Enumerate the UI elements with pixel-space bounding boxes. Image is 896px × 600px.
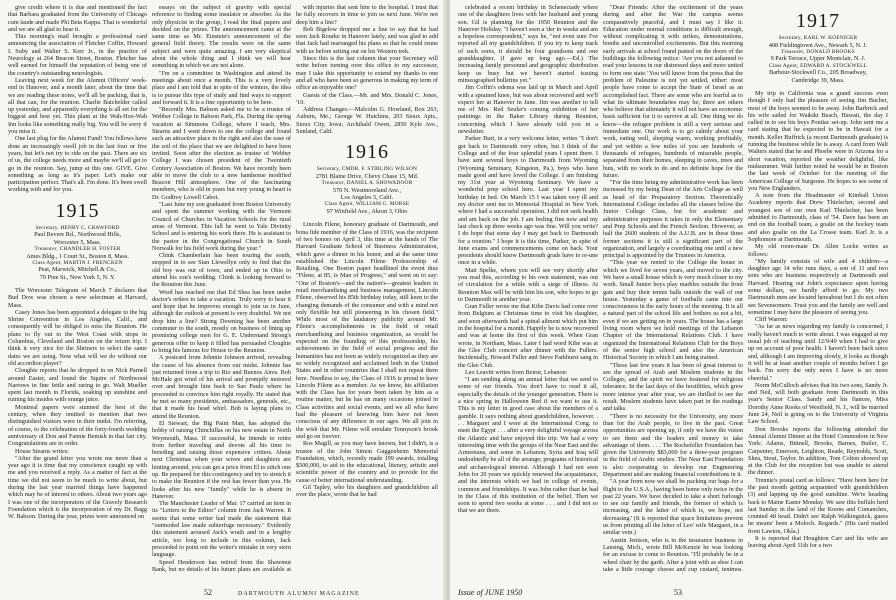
left-page — [0, 0, 446, 600]
body-paragraph: "For the time being my administrative work has been increased by my being Dean of the Arts College as well as head of the Preparatory Section. Theoretically International College includes all the classes below the Junior College Class, but for academic and administrative purposes it takes in only the Elementary and Prep Schools and the French Section. However, as half the 2600 students of the A.U.B. are in these three former sections it is still a significant part of the organization, and largely a coordinating one until a new principal is appointed by the Trustees in America. — [603, 179, 743, 260]
class-officer-line: Treasurer, DONALD BROOKS — [781, 48, 855, 55]
issue-date: Issue of JUNE 1950 — [458, 588, 523, 597]
left-column-2 — [152, 4, 291, 574]
class-officer-address: Cambridge 39, Mass. — [791, 76, 845, 84]
class-officer-address: 97 Winfield Ave., Akron 3, Ohio — [326, 208, 408, 216]
body-paragraph: with injuries that sent him to the hospital. I trust that he fully recovers in time to join us next June. We're not deep him a line? — [296, 4, 438, 26]
body-paragraph: House Stearns writes: — [15, 447, 69, 455]
body-paragraph: Don Brooks reports the following attended the Annual Alumni Dinner at the Hotel Commodore in New York: Adams, Bittnell, Brooks, Barnes, Butler, C. Carpenter, Emerson, Leighton, Reade, Reynolds, Scott, Shea, Stout, Taylor. In addition, Tom Colton showed up at the Club for the reception but was unable to attend the dinner. — [748, 425, 888, 477]
body-paragraph: "These last few years it has been of great interest to see the spread of Arab and Moslem students in the Colleges, and the spirit we have fostered for religious tolerance. In the last days of the hostilities, which grew more intense year after year, we are thrilled to see the result. Moslem students have taken part in the readings and talks. — [603, 361, 743, 413]
class-officer-address: 408 Fieldingtown Ave., Newark 5, N. J. — [768, 41, 868, 49]
body-paragraph: A postcard from Johnnie Johnson arrived, revealing the cause of his absence from our midst. Johnnie has just returned from a trip to Rio and Buenos Aires. Bob McHale got wind of his arrival and promptly motored over and brought him back to Sao Paulo where he proceeded to convince him right royally. He stated that he met so many presidents, ambassadors, generals, etc., that it made his head whirl. Bob is laying plans to attend the Reunion. — [152, 354, 291, 420]
body-paragraph: Cloughie reports that he dropped in on Nick Parnell around Easter, and found the Squire of Northwood Narrows in fine fettle and raring to go. Walt Mueller spent last month in Florida, soaking up sunshine and ruining his insides with orange juice. — [8, 367, 147, 404]
right-column-2 — [603, 4, 743, 574]
class-officer-line: Treasurer, DANIEL A. SHOWADOOR — [321, 180, 413, 187]
class-year-heading: 1917 — [796, 10, 840, 32]
body-paragraph: Parker Burt, in a very welcome letter, writes "I don't get back to Dartmouth very often, but I think of the College and of the four splendid years I spent there. I have sent several boys to Dartmouth from Wyoming (Wyoming Seminary, Kingston, Pa.), boys who have made good and have loved the College. I am finishing my 31st year at Wyoming Seminary. We have a wonderful prep school here. Last year I spent my birthday in bed. On March 15 I was taken very ill and my doctor sent me to Memorial Hospital in New York where I had a successful operation. I did not seek health and am back on the job. I am feeling fine now and my last check up three weeks ago was fine. Will you write? I do hope that some day I may get back to Dartmouth for a reunion." I hope it is this time, Parker, in spite of June exams and commencements come on back. Your presidents should know Dartmouth grads have to re-une once in a while. — [458, 135, 598, 267]
class-officer-address: Ames Bldg., 1 Court St., Boston 8, Mass. — [26, 252, 129, 260]
body-paragraph: "Dear Friends: After the excitement of the years during and after the War the campus seems comparatively peaceful, and I must say I like it. Education under normal conditions is difficult enough, without complicating it with strikes, demonstrations, bombs and uncontrolled excitements. But this morning early arrivals at school found pasted on the doors of the buildings the following notice: 'Are you not ashamed to read your lessons in our distressed days and more united to form one state.' You will know from the press that the problem of Palestine is not yet settled, either: most people have come to accept the State of Israel as an accomplished fact. There are some who are fearful as to what its ultimate boundaries may be; there are others who believe that ultimately it will not have an economic basis sufficient for it to survive at all. One thing we do know—the refugee problem is still a very serious and immediate one. Our work is to go calmly about your work, eating well, sleeping warm, working profitably, and yet within a few miles of you are hundreds of thousands of refugees, hundreds of miserable people, separated from their homes, sleeping in caves, trees and huts, with no work to do and no definite hope for the future. — [603, 4, 743, 179]
body-paragraph: "I'm on a committee in Washington and attend its meetings about once a month. This is a very lovely place and I am told that in spite of the winters, the idea is to pursue this type of study and find ways to support and forward it. It is a fine opportunity to be here. — [152, 69, 291, 106]
class-year-heading: 1915 — [55, 199, 100, 222]
class-officer-address: Peat, Marwick, Mitchell & Co., — [38, 266, 117, 274]
left-page-columns — [0, 4, 446, 574]
class-officer-line: Secretary, KARL W. KOENIGER — [778, 35, 858, 41]
body-paragraph: "Last June my son graduated from Boston University and spent the summer working with the Vermont Council of Churches in Vacation Schools for the rural areas of Vermont. This fall he went to Yale Divinity School and is entering his work there. He is assistant to the pastor in the Congregational Church in South Norwalk for his field work during the year." — [152, 201, 291, 252]
body-paragraph: "My family consists of wife and 4 children—a daughter age 14 who runs days, a son of 11 and two sons who are business respectively at Dartmouth and Harvard. Hearing our John's expectance upon having some dollars, we hardly afford to go. My two Dartmouth men are located hereabout but I do not often see Sevensomere. Trust you and the family are well and sometime I may have the pleasure of seeing you. — [748, 257, 888, 316]
body-paragraph: This morning's mail brought a professional card announcing the association of Fletcher Coffin, Howard I. Suby and Walter S. Kerr Jr., in the practice of Neurology at 264 Beacon Street, Boston. Fletcher has well earned for himself the reputation of being one of the country's outstanding neurologists. — [8, 33, 147, 77]
body-paragraph: Since this is the last column that your Secretary will write before turning over this office to my successor, may I take this opportunity to extend my thanks to one and all who have been so generous in making my term of office an enjoyable one? — [296, 55, 438, 92]
class-officer-address: Barbour-Stockwell Co., 205 Broadway, — [769, 69, 867, 77]
body-paragraph: My trip to California was a grand success even though I only had the pleasure of seeing Jim Bucher, most of the boys seemed to be away. John Barbrick and his wife sailed for Waikiki Beach, Hawaii, the day I called in to see his boys Pontiac set-up. John sent me a card stating that he expected to be in Hawaii for a month. Keller Buffrick (a recent Dartmouth graduate) is running the business while he is away. A card from Walt Walters stated that he and Phoebe were in Arizona for a short vacation, reported the weather delightful, like midsummer. Walt further noted he would be in Boston the last week of October for the meeting of the American College of Surgeons. He hopes to see some of you New Englanders. — [748, 89, 888, 192]
body-paragraph: celebrated a recent birthday in Schenectady where one of the daughters lives with her husband and young son. Gil is planning for the 1950 Reunion and the Hanover Holiday. "I haven't seen a 'der in weeks and am a hopeless correspondent," says he, "not even sure I've reported all my grandchildren. If you try to keep track of such sores, it should be four grandsons and one granddaughter. (I gave up long ago.—Ed.) The increasing family personnel and geographic distribution keep us busy but we haven't started issuing mimeographed bulletins yet." — [458, 4, 598, 84]
body-paragraph: Casey Jones has been appointed a delegate to the big Shrine Convention in Los Angeles, Calif., and consequently will be obliged to miss the Reunion. He plans to fly out to the West Coast with stops in Columbus, Cleveland and Boston on the return trip. I think it very nice for the Shriners to select the same dates we are using. Now what will we do without our old accordion player? — [8, 308, 147, 367]
body-paragraph: Jim Coffin's edema was laid up in March and April with a sprained knee, but was about recovered and we'll expect her at Hanover in June. Jim was another to tell me of Mrs. Red Seuler's coming exhibition of her paintings in the Baker Library during Reunion, concerning which I have already told you in a newsletter. — [458, 84, 598, 136]
right-column-1 — [458, 4, 598, 574]
body-paragraph: Gran Fuller wrote me that Kibe Davis had come over from Belgium at Christmas time to visit his daughter, and soon afterwards had a spinal ailment which put him in the hospital for a month. Happily he is now recovered and was at home the first of this week. When Gran wrote, in Northam, Mass. Later I had word Kibe was at the Glee Club concert after dinner with the Fullers. Incidentally, Howard Fuller and Steve Parkhurst sang in the Glee Club. — [458, 303, 598, 369]
class-officer-line: Class Agent, WILLIAM G. MORSE — [324, 201, 410, 208]
body-paragraph: Leaving next week for the Alumni Officers' week-end in Hanover, and a month later, about the time that we are reading these notes, we'll all be packing, that is, all that can, for the reunion. Charlie Batchelder called up yesterday, and apparently everything is all set for the biggest and best yet. This plant at the Wah-Hoo-Wah Inn looks like something really big. You will be sorry if you miss it. — [8, 76, 147, 136]
right-column-3 — [748, 4, 888, 574]
body-paragraph: Gil Tapley, who his daughters and grandchildren all over the place, wrote that he had — [296, 484, 438, 499]
body-paragraph: Cliff Warren: — [755, 316, 788, 324]
body-paragraph: Austin Jenison, who is in the insurance business in Lansing, Mich., wrote Bill McKenzie he was looking for an excuse to come to Reunion. "I'll probably be in a wheel chair by the garth. After a joint with as shoe I can take a little courage cheese and cup custard, tenimos. — [603, 536, 743, 573]
page-number: 53 — [674, 588, 682, 597]
class-officer-address: Paul Revere Rd., Northwood Hills, — [34, 231, 121, 239]
body-paragraph: Speed Henderson has retired from the Shawmut Bank, but no details of his future plans are available at — [152, 558, 291, 573]
magazine-title: DARTMOUTH ALUMNI MAGAZINE — [238, 591, 360, 597]
left-column-1 — [8, 4, 147, 574]
body-paragraph: "A year from now we shall be packing our bags for a flight to the U.S.A., having been home only twice in the past 22 years. We have decided to take a short furlough to see our family and friends, the former of which is increasing, and the latter of which is, we hope, not decreasing.' (It is reported that space limitations prevent us from printing all the letter of Leo' wife Margaret, in a similar vein.) — [603, 478, 743, 537]
body-paragraph: Trennie's postal card as follows: "Have been here for the past month getting acquainted with grandchildren (3) and lapping up the good sunshine. We're heading back to Maine Easter Monday. We saw this buffalo herd last Sunday in the land of the Koons and Comanches, counted 48 head. Didn't see Ralph Walkingstick, guess he means' been a Moloch. Regards." (His card mailed from Lawton, Okla.) — [748, 476, 888, 535]
class-officer-address: 70 Pine St., New York 5, N. Y. — [39, 273, 116, 281]
body-paragraph: Leo Leavitt writes from Beirut, Lebanon: — [465, 368, 568, 376]
body-paragraph: Bob Bigelow dropped me a line to say that he had seen Jack Rourke in Hanover lately, and was glad to add that Jack had rearranged his plans so that he could reune with us before setting out on his Western trek. — [296, 25, 438, 55]
body-paragraph: The Worcester Telegram of March 7 declares that Bud Dow was chosen a new selectman at Harvard, Mass. — [8, 286, 147, 309]
body-paragraph: "After the grand letter you wrote me more than a year ago it is time that my conscience caught up with me and you received a reply. As a matter of fact at the time we did not seem to be much to write about, but during the last year married things have happened which may be of interest to others. About two years ago I was one of the incorporators of the Gravely Research Foundation which is the incorporation of my Dr. Bagg W. Babson. During the year, prizes were announced on — [8, 454, 147, 521]
class-officer-address: 9 Park Terrace, Upper Montclair, N. J. — [770, 55, 866, 63]
body-paragraph: "Recently Mrs. Babson asked me to be a trustee of Webber College in Babson Park, Fla. During the spring vacation at Simmons College, where I teach, Mrs. Stearns and I went down to see the college and found such an attractive place in the right and also the ease of the soil of the place that we are delighted to have been invited. Soon after the election as trustee of Webber College I was chosen president of the Twentieth Century Association of Boston. We have recently been able to move the club to a new handsome modified Beacon Hill atmosphere. One of the fascinating members, who is old in years but very young in heart is Dr. Godfrey Lowell Cabot. — [152, 106, 291, 201]
class-year-heading: 1916 — [345, 141, 389, 164]
body-paragraph: El Stewart, the Big Paint Man, has adopted the hobby of raising Chinchillas on his new estate in North Weymouth, Mass. If successful, he intends to retire from further traveling and devote all his time to breeding and raising those expensive critters. About next Christmas when your wives and daughters are hinting around, you can get a price from El to stitch one up. Be prepared for this contingency and try to stretch it to make the Reunion if the rest has fewer than you. He looks after his new "family" while he is absent in Hanover. — [152, 419, 291, 500]
body-paragraph: Matt Spelke, whom you will see very shortly after you read this, according to his own statement, was out of circulation for a while with a siege of illness. At Reunion Max will be with him his son, who hopes to go to Dartmouth in another year. — [458, 266, 598, 303]
body-paragraph: "As far as news regarding my family is concerned, I really haven't much to write about. I was engaged at my usual job of teaching until 12/9/49 when I had to give up on account of poor health. I haven't been back since and, although I am improving slowly, it looks as though it will be at least another couple of months before I go back. I'm sorry the only news I have is no more cheerful." — [748, 323, 888, 382]
body-paragraph: Guests of the Class.—Mr. and Mrs. Donald C. Jones, '10. — [296, 91, 438, 106]
class-officer-line: Class Agent, MARTIN J. FRENCKEN — [32, 259, 123, 266]
body-paragraph: A note from the Headmaster of Kimball Union Academy reports that Drew Thielscher, second and youngest son of our own Karl Thielscher, has been admitted to Dartmouth, class of '54. Dave has been an end on the football team, a goalie on the hockey team and also goalie on the La Crosse team. Karl Jr. is a Sophomore at Dartmouth. — [748, 192, 888, 243]
class-officer-line: Class Agent, EDWARD A. STOCKWELL — [768, 62, 868, 69]
class-officer-address: Los Angeles 5, Calif. — [340, 194, 394, 202]
class-officer-address: 570 N. Westmoreland Ave., — [332, 186, 401, 194]
body-paragraph: Address Changes:—Malcolm G. Howland, Box 263, Auburn, Me.; George W. Hutchins, 203 Sioux Apts., Sioux City, Iowa; Archibald Owen, 2850 Kyle Ave., Sunland, Calif. — [296, 106, 438, 136]
body-paragraph: Word has reached me that Ed Shea has been under doctor's orders to take a vacation. Truly sorry to hear it and hope that he improves enough to join us in June, although the outlook at present is very doubtful. We not drop him a line? Strong Downing has been another commuter to the south, mostly on business of lining up promising college men for G. E. Understand Strong's generous offer to keep it filled has persuaded Cloughie to bring his famous Ice House to the Reunion. — [152, 288, 291, 354]
body-paragraph: My old room-mate Dr. Allen Locke writes as follows: — [748, 243, 888, 258]
class-officer-address: 2781 Blaine Drive, Chevy Chase 15, Md. — [315, 172, 419, 180]
left-column-3 — [296, 4, 438, 574]
right-page — [450, 0, 896, 600]
body-paragraph: "There is no necessity for the University, any more than for the Arab people, to live in the past. Great opportunities are opening up, if only we have the vision to see them and the leaders and money to take advantage of them. . . . The Rockefeller Foundation has given the University $83,000 for a three-year program in the field of Arabic studies. The Near East Foundation is also cooperating to develop our Engineering Department and are making financial contributions in it. — [603, 412, 743, 478]
body-paragraph: One last plug for the Alumni Fund! You fellows have done an increasingly swell job in the last four or five years, but let's not try to ride on the past. There are six of us, the college needs more and maybe we'll all get to go in the reunion. Say, jump at this one. GIVE. Give something as long as it's paper. Let's make our participation perfect. That's all. I'm done. It's been swell working with and for you. — [8, 135, 147, 194]
body-paragraph: Chink Chamberlain has been touring the south, stopped in to see Stan Llewellyn only to find that the old boy was out of town, and ended up in Ohio to attend his son's wedding. Chink is looking forward to the Reunion this June. — [152, 252, 291, 289]
body-paragraph: "I am sending along an annual letter that we send to some of our friends. You don't have to read it all, especially the details of the younger generation. There is a nice spring in Halloween Red if we want to use it. This is my letter in good case about the members of a gamble. It says nothing about grandchildren, however. . . . Margaret and I were at the International Cong. to meet the Egypt . . . after a very delightful voyage across the Atlantic and have enjoyed this trip. We had a very interesting time with the groups of the Near East and the Armenians, and some in Lebanon, Syria and Iraq will undoubtedly be all of the arrange; programs of historical and archaeological interest. Although I had not seen John for 20 years we quickly renewed the acquaintance, and the interests which we had in college of events, common and friendships. It was John rather than he had in the Class of this institution of the belief. Then we soon to spend two weeks at some . . . and I did not so that we are there. — [458, 376, 598, 515]
body-paragraph: Lincoln Filene, honorary graduate of Dartmouth, and bona fide member of the Class of 1916, was the recipient of two honors on April 3, this time at the hands of The Harvard Graduate School of Business Administration, which gave a dinner in his honor, and at the same time established the Lincoln Filene Professorship of Retailing. One Boston paper headlined the event thus "Filene, at 85, is Man of Progress," and went on to say: "One of Boston's—and the nation's—greatest leaders in retail merchandising and business management, Lincoln Filene, observed his 85th birthday today, still keen to the changing demands of the consumer and with a mind not only flexible but still pioneering in his chosen field." While most of the laudatory publicity around Mr. Filene's accomplishments in the field of retail merchandising and business organization, as would be expected on the founding of this professorship, his achievements in the field of social progress and the humanities has not been as widely recognized as they are so widely recognized and acclaimed both in the United States and in other countries that I shall not repeat them here. Needless to say, the Class of 1916 is proud to have Lincoln Filene as a member. As we know, his affiliation with the Class has for years been taken by him as a routine matter, but he has on many occasions joined in Class activities and social events, and we all who have had the pleasure of knowing him have not been conscious of any difference in our ages. We all join in the wish that Mr. Filene will emulate Tennyson's brook and go on forever. — [296, 221, 438, 440]
right-page-columns — [450, 4, 896, 574]
body-paragraph: "This year we rented to the College the house in which we lived for seven years, and moved to the city. We have a small house which is very much closer to my work. Small Junior boys play marbles outside the front gate and buy their tennis balls outside the wall of our house. Yesterday a game of footballs came into our consciousness in the early hours of the morning. It is all a natural part of the school life and bothers us not a bit, even if we are getting on in years. The house has a large living room where we hold meetings of the Lebanon Chapter of the International Relations Club. I have organized the International Relations Club for the Boys of the senior high school and also the American Historical Society in which I am being trained. — [603, 259, 743, 362]
body-paragraph: Norm McCulloch advises that his two sons, Sandy Jr. and Neil, will both graduate from Dartmouth in this year's Senior Class. Sandy and his fiancee, Miss Dorothy Anne Rooks of Westfield, N. J., will be married June 24, Neil is going on to the University of Virginia Law School. — [748, 381, 888, 426]
class-officer-address: Worcester 5, Mass. — [53, 238, 102, 246]
body-paragraph: Ros Magill, as you may have known, but I didn't, is a trustee of the John Simon Guggenheim Memorial Foundation, which, recently made 199 awards, totalling $500,000, to aid to the educational, literary, artistic and scientific power of the country and to provide for the cause of better international understanding. — [296, 440, 438, 484]
class-officer-line: Secretary, CMDR. F. STIRLING WILSON — [316, 166, 418, 173]
body-paragraph: essays on the subject of gravity with special reference to finding some insulator or absorber. As the only physicist in the group, I read the final papers and decided on the prizes. The announcement came at the same time as Mr. Einstein's announcement of the general field theory. The results were on the same subject and were quite amazing. I am very skeptical about the whole thing and I think we will hear something in which we are not alone. — [152, 4, 291, 70]
body-paragraph: It is reported that Houghton Carr and his wife are leaving about April 11th for a two — [748, 535, 888, 550]
page-number: 52 — [204, 588, 212, 597]
body-paragraph: Montreal papers were stunned the best of the century, when they omitted to mention that two distinguished visitors were in their midst. I'm referring, of course, to the celebration of the forty-fourth wedding anniversary of Don and Fannie Bemish in that fair city. Congratulations are in order. — [8, 403, 147, 448]
class-officer-line: Secretary, HENRY C. CRAWFORD — [35, 224, 120, 231]
class-officer-line: Treasurer, CHANDLER H. FOSTER — [34, 245, 121, 252]
body-paragraph: give credit where it is due and mentioned the fact that Barbara graduated from the University of Chicago cum laude and made Phi Beta Kappa. That is wonderful and we are all glad to hear it. — [8, 4, 147, 33]
body-paragraph: The Manchester Leader of Mar. 17 carried an item in its "Letters to the Editor" column from Jack Warren. It seems that some writer had made the statement that "outmoded law made subterfuge necessary." Evidently this statement aroused Jack's wrath and in a lengthy article, too long to include in this column, Jack proceeded to point out the writer's mistake in very stern language. — [152, 500, 291, 559]
